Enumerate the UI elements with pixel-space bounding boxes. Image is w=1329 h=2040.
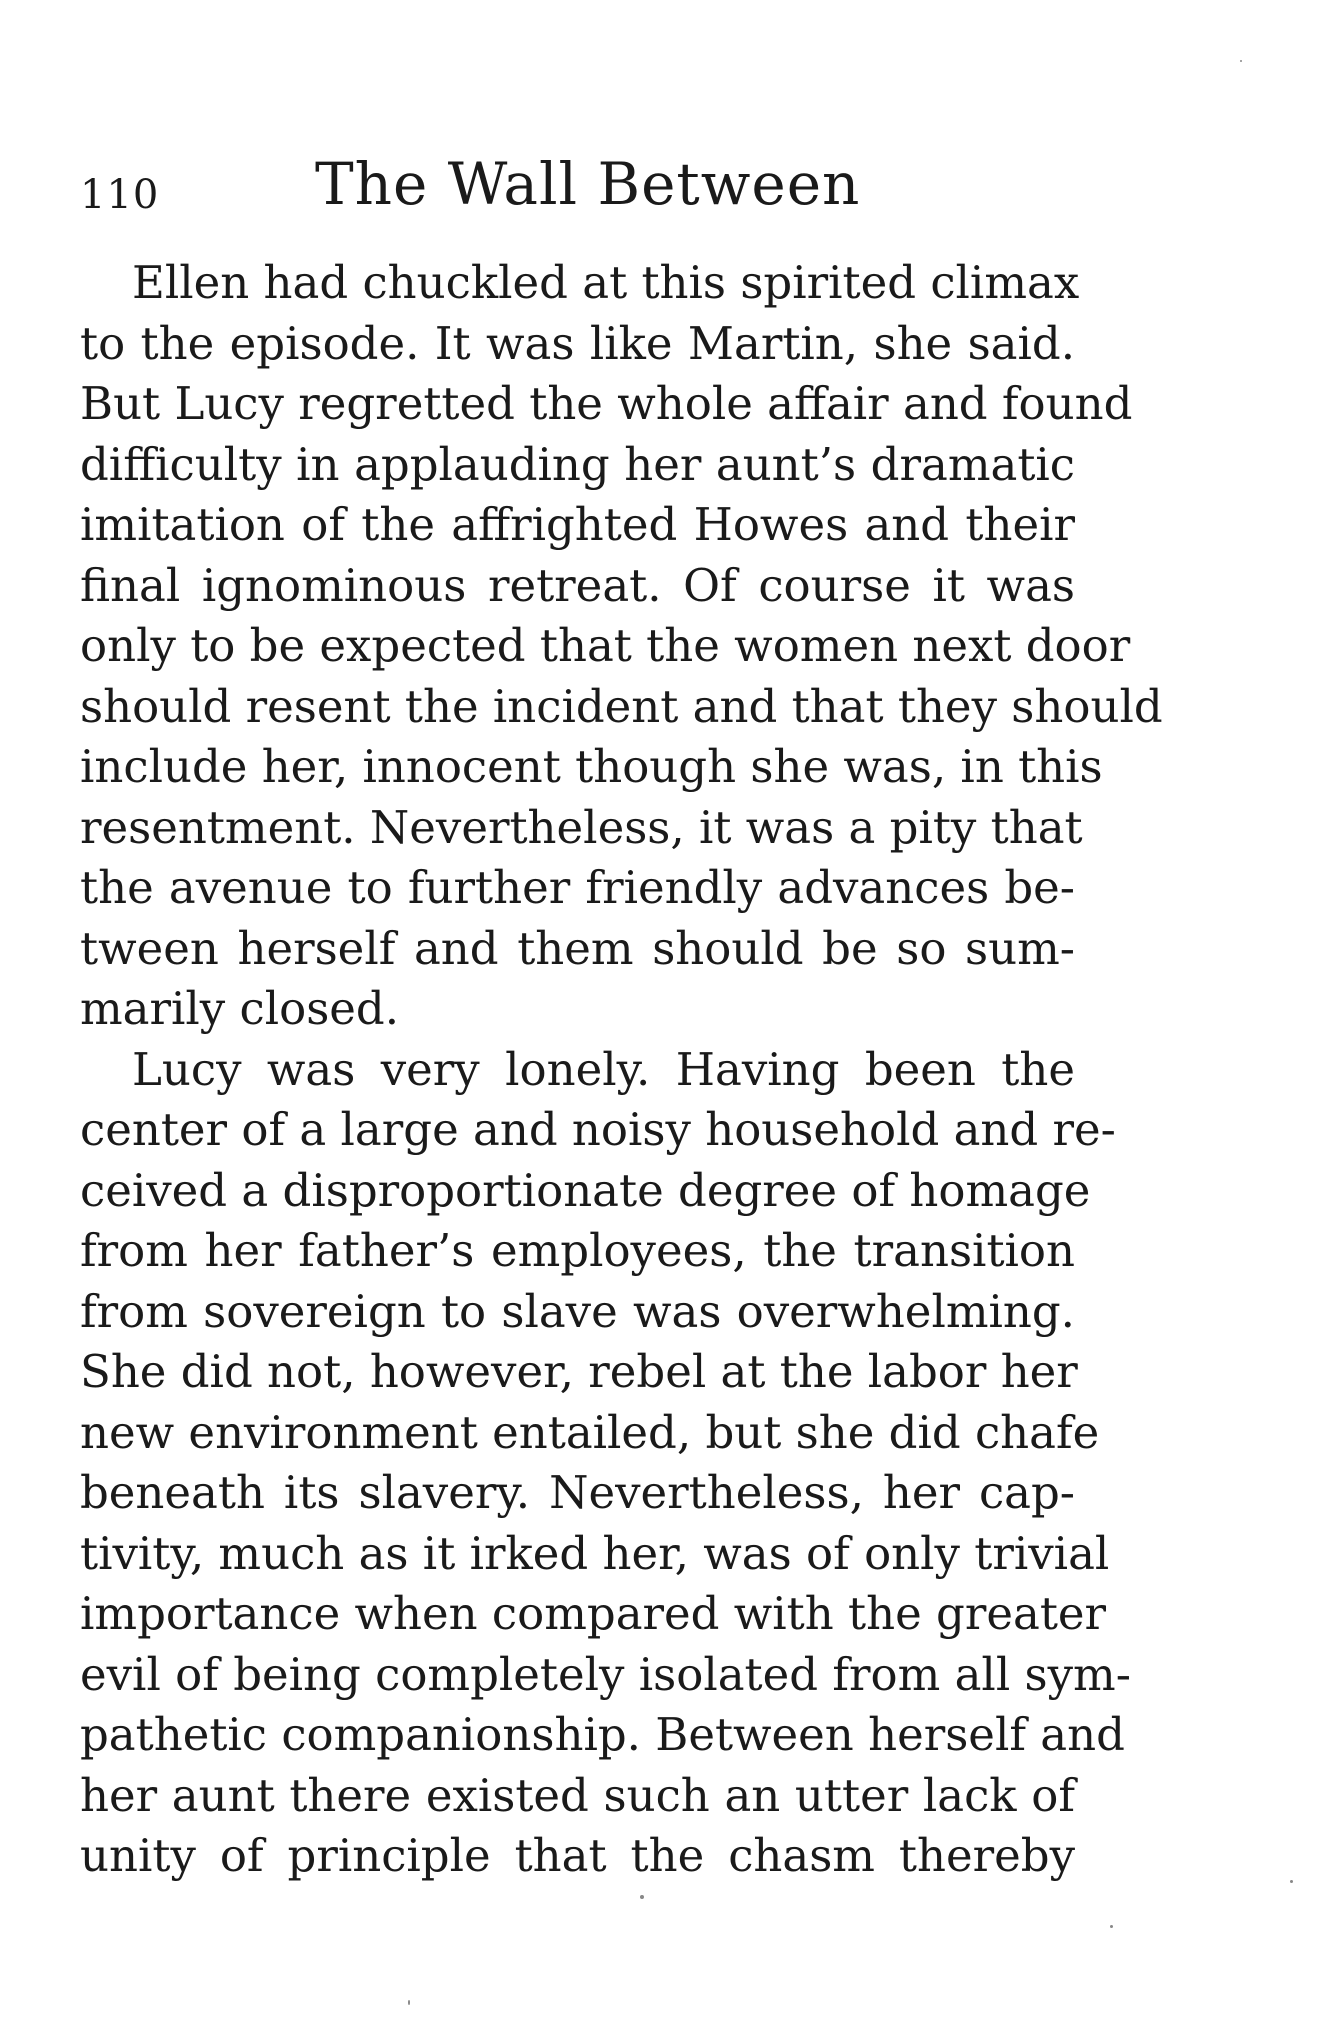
text-line: beneath its slavery. Nevertheless, her cap-: [80, 1466, 1075, 1519]
text-line: include her, innocent though she was, in this: [80, 740, 1103, 793]
running-title: The Wall Between: [315, 150, 861, 218]
text-line: pathetic companionship. Between herself and: [80, 1708, 1125, 1761]
text-line: marily closed.: [80, 982, 400, 1035]
text-line: from her father’s employees, the transition: [80, 1224, 1075, 1277]
text-line: unity of principle that the chasm thereby: [80, 1829, 1075, 1882]
text-line: to the episode. It was like Martin, she said.: [80, 316, 1075, 370]
text-line: should resent the incident and that they should: [80, 679, 1163, 733]
text-line: the avenue to further friendly advances be-: [80, 861, 1075, 914]
text-line: resentment. Nevertheless, it was a pity that: [80, 800, 1083, 854]
paragraph-1: [80, 253, 1163, 1040]
page-number: 110: [80, 172, 160, 218]
text-line: evil of being completely isolated from all sym-: [80, 1647, 1131, 1701]
text-line: her aunt there existed such an utter lack of: [80, 1768, 1075, 1822]
scan-speck: [640, 1895, 644, 1899]
paragraph-2: [80, 1040, 1131, 1887]
scan-speck: [1290, 1880, 1293, 1883]
scan-speck: [408, 2000, 410, 2005]
text-line: from sovereign to slave was overwhelming.: [80, 1284, 1075, 1338]
running-head: [80, 150, 1080, 230]
text-line: imitation of the affrighted Howes and their: [80, 498, 1075, 551]
text-line: She did not, however, rebel at the labor her: [80, 1345, 1078, 1398]
text-line: Ellen had chuckled at this spirited climax: [132, 256, 1080, 309]
text-line: final ignominous retreat. Of course it was: [80, 558, 1075, 612]
scan-speck: [1110, 1925, 1113, 1928]
text-line: But Lucy regretted the whole affair and found: [80, 377, 1133, 430]
text-line: importance when compared with the greater: [80, 1587, 1107, 1640]
text-line: tween herself and them should be so sum-: [80, 921, 1075, 975]
body-text: [80, 253, 1163, 1887]
text-line: new environment entailed, but she did chafe: [80, 1405, 1100, 1459]
scan-speck: [1240, 60, 1242, 62]
text-line: ceived a disproportionate degree of homage: [80, 1163, 1091, 1217]
text-line: center of a large and noisy household and re-: [80, 1103, 1116, 1156]
text-line: difficulty in applauding her aunt’s dramatic: [80, 437, 1075, 491]
text-line: Lucy was very lonely. Having been the: [132, 1042, 1075, 1096]
text-line: tivity, much as it irked her, was of only trivial: [80, 1526, 1110, 1580]
text-line: only to be expected that the women next door: [80, 619, 1131, 672]
